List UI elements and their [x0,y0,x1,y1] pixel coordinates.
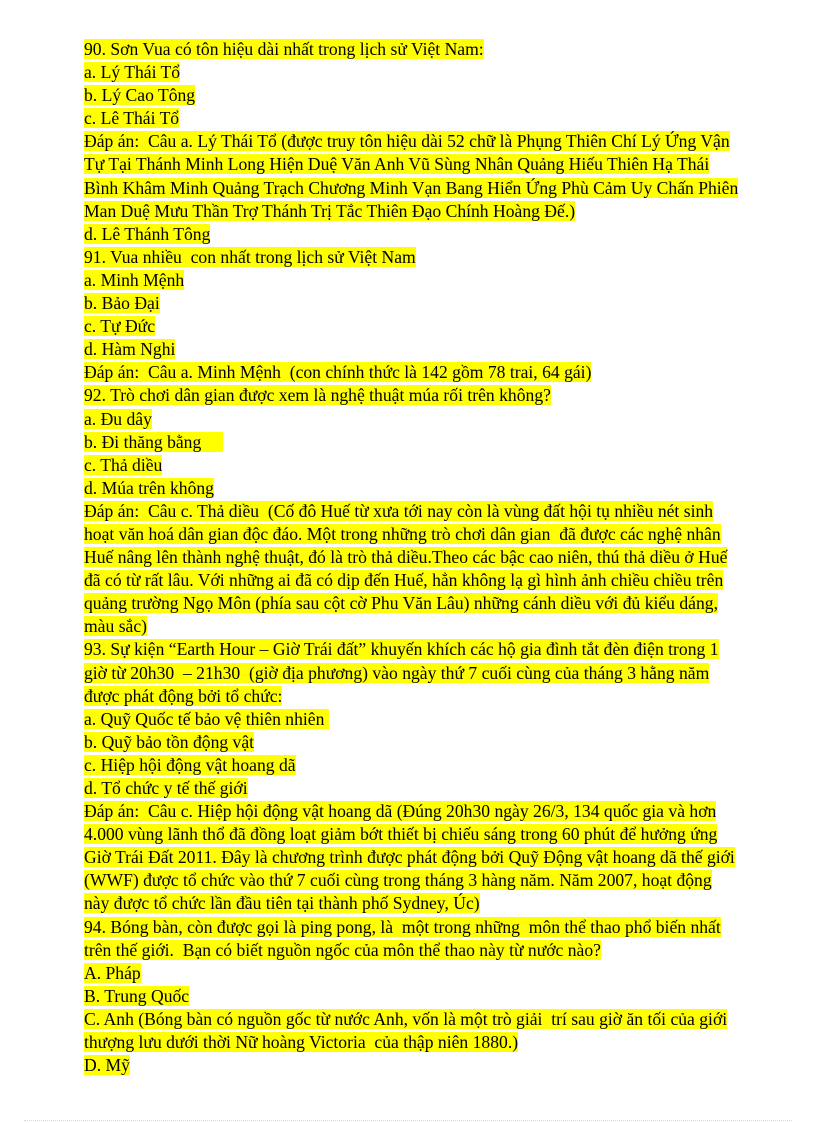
option-93-a: a. Quỹ Quốc tế bảo vệ thiên nhiên [84,708,329,729]
answer-93-line-2: 4.000 vùng lãnh thổ đã đồng loạt giảm bớt thiết bị chiếu sáng trong 60 phút để hưởng ứng [84,824,718,845]
answer-92-line-4: đã có từ rất lâu. Với những ai đã có dịp đến Huế, hẳn không lạ gì hình ảnh chiều chiều trên [84,570,724,591]
answer-92-line-3: Huế nâng lên thành nghệ thuật, đó là trò thả diều.Theo các bậc cao niên, thú thả diều ở Huế [84,547,728,568]
option-92-d: d. Múa trên không [84,477,214,498]
question-93-line-2: giờ từ 20h30 – 21h30 (giờ địa phương) vào ngày thứ 7 cuối cùng của tháng 3 hằng năm [84,662,710,683]
question-91: 91. Vua nhiều con nhất trong lịch sử Việt Nam [84,246,416,267]
option-92-c: c. Thả diều [84,454,163,475]
question-90: 90. Sơn Vua có tôn hiệu dài nhất trong lịch sử Việt Nam: [84,39,484,59]
question-94-line-1: 94. Bóng bàn, còn được gọi là ping pong, là một trong những môn thể thao phổ biến nhất [84,916,721,937]
answer-92-line-6: màu sắc) [84,616,148,637]
option-90-d: d. Lê Thánh Tông [84,223,211,244]
option-91-b: b. Bảo Đại [84,293,160,314]
option-94-a: A. Pháp [84,962,141,983]
option-93-d: d. Tổ chức y tế thế giới [84,778,248,798]
answer-90-line-3: Bình Khâm Minh Quảng Trạch Chương Minh Vạn Bang Hiển Ứng Phù Cảm Uy Chấn Phiên [84,177,739,198]
option-92-b: b. Đi thăng bằng [84,431,224,452]
option-91-d: d. Hàm Nghi [84,339,176,360]
answer-90-line-1: Đáp án: Câu a. Lý Thái Tổ (được truy tôn hiệu dài 52 chữ là Phụng Thiên Chí Lý Ứng Vận [84,131,730,152]
option-90-b: b. Lý Cao Tông [84,85,196,106]
option-94-d: D. Mỹ [84,1055,130,1076]
option-93-c: c. Hiệp hội động vật hoang dã [84,754,296,775]
option-91-c: c. Tự Đức [84,316,156,337]
option-92-a: a. Đu dây [84,408,152,429]
answer-92-line-5: quảng trường Ngọ Môn (phía sau cột cờ Phu Văn Lâu) những cánh diều với đủ kiểu dáng, [84,593,718,614]
option-90-c: c. Lê Thái Tổ [84,108,180,129]
option-93-b: b. Quỹ bảo tồn động vật [84,731,255,752]
answer-90-line-2: Tự Tại Thánh Minh Long Hiện Duệ Văn Anh Vũ Sùng Nhân Quảng Hiếu Thiên Hạ Thái [84,154,710,175]
question-92: 92. Trò chơi dân gian được xem là nghệ thuật múa rối trên không? [84,385,551,406]
option-94-c-line-1: C. Anh (Bóng bàn có nguồn gốc từ nước Anh, vốn là một trò giải trí sau giờ ăn tối của giới [84,1008,728,1029]
answer-93-line-3: Giờ Trái Đất 2011. Đây là chương trình được phát động bởi Quỹ Động vật hoang dã thế giới [84,847,735,868]
question-93-line-3: được phát động bởi tổ chức: [84,685,283,706]
answer-93-line-5: này được tổ chức lần đầu tiên tại thành phố Sydney, Úc) [84,893,480,914]
answer-92-line-1: Đáp án: Câu c. Thả diều (Cố đô Huế từ xưa tới nay còn là vùng đất hội tụ nhiều nét sinh [84,500,714,521]
answer-92-line-2: hoạt văn hoá dân gian độc đáo. Một trong những trò chơi dân gian đã được các nghệ nhân [84,523,721,544]
question-94-line-2: trên thế giới. Bạn có biết nguồn ngốc của môn thể thao này từ nước nào? [84,939,601,960]
answer-91: Đáp án: Câu a. Minh Mệnh (con chính thức là 142 gồm 78 trai, 64 gái) [84,362,592,383]
answer-93-line-1: Đáp án: Câu c. Hiệp hội động vật hoang dã (Đúng 20h30 ngày 26/3, 134 quốc gia và hơn [84,801,717,822]
option-94-c-line-2: thượng lưu dưới thời Nữ hoàng Victoria của thập niên 1880.) [84,1032,519,1053]
option-91-a: a. Minh Mệnh [84,269,185,290]
answer-93-line-4: (WWF) được tổ chức vào thứ 7 cuối cùng trong tháng 3 hàng năm. Năm 2007, hoạt động [84,870,712,891]
document-page [84,38,784,1077]
question-93-line-1: 93. Sự kiện “Earth Hour – Giờ Trái đất” khuyến khích các hộ gia đình tắt đèn điện trong 1 [84,639,719,660]
option-90-a: a. Lý Thái Tổ [84,62,181,83]
answer-90-line-4: Man Duệ Mưu Thần Trợ Thánh Trị Tắc Thiên Đạo Chính Hoàng Đế.) [84,200,576,221]
option-94-b: B. Trung Quốc [84,985,190,1006]
page-bottom-divider [24,1120,792,1121]
